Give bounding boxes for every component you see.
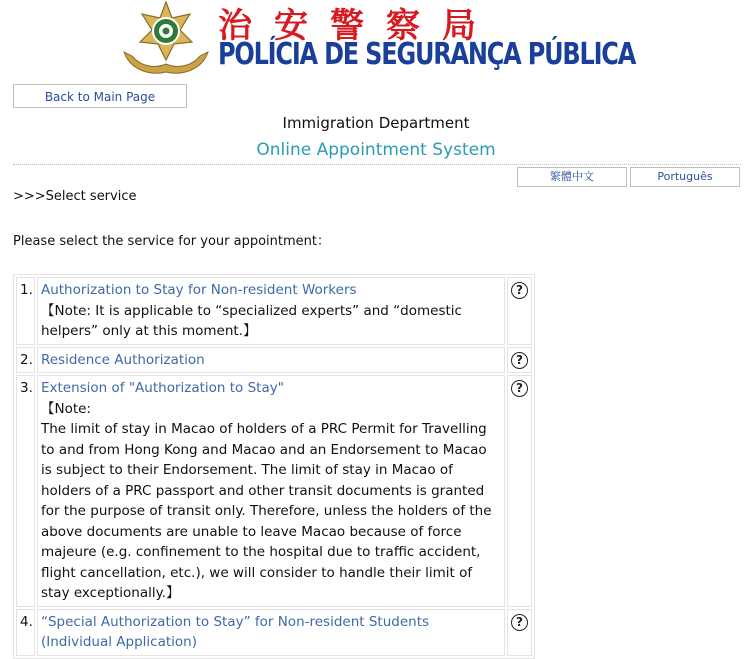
help-cell	[507, 347, 532, 374]
divider	[13, 164, 741, 165]
police-badge-icon	[120, 0, 212, 80]
help-icon[interactable]: ?	[511, 282, 528, 299]
help-icon[interactable]: ?	[511, 614, 528, 631]
service-number: 2.	[16, 347, 35, 374]
logo-portuguese-text: POLÍCIA DE SEGURANÇA PÚBLICA	[218, 37, 636, 72]
system-title: Online Appointment System	[256, 140, 496, 160]
site-header	[120, 0, 636, 80]
service-row	[16, 375, 532, 607]
service-note-head: 【Note:	[40, 400, 91, 417]
service-table	[13, 274, 535, 659]
help-cell	[507, 277, 532, 345]
language-portuguese-button[interactable]: Português	[630, 167, 740, 187]
service-number: 3.	[16, 375, 35, 607]
step-indicator: >>>Select service	[13, 189, 137, 204]
service-link-residence-authorization[interactable]: Residence Authorization	[40, 351, 205, 368]
back-to-main-button[interactable]: Back to Main Page	[13, 84, 187, 108]
service-number: 4.	[16, 609, 35, 656]
help-icon[interactable]: ?	[511, 380, 528, 397]
service-row	[16, 347, 532, 374]
service-note: 【Note: It is applicable to “specialized experts” and “domestic helpers” only at this moment.】	[40, 302, 462, 339]
service-number: 1.	[16, 277, 35, 345]
select-service-prompt: Please select the service for your appointment：	[13, 234, 330, 249]
help-cell	[507, 609, 532, 656]
service-link-extension-authorization[interactable]: Extension of "Authorization to Stay"	[40, 380, 284, 396]
language-chinese-button[interactable]: 繁體中文	[517, 167, 627, 187]
service-description	[37, 347, 505, 374]
service-note: The limit of stay in Macao of holders of a PRC Permit for Travelling to and from Hong Kong and Macao and an Endorsement to Macao is subject to their Endorsement. The limit of stay in Macao of holders of a PRC passport and other transit documents is granted for the purpose of transit only. Therefore, unless the holders of the above documents are unable to leave Macao because of force majeure (e.g. confinement to the hospital due to traffic accident, flight cancellation, etc.), we will consider to handle their limit of stay exceptionally.】	[40, 421, 492, 601]
service-description	[37, 277, 505, 345]
service-link-non-resident-workers[interactable]: Authorization to Stay for Non-resident Workers	[40, 282, 357, 298]
service-description	[37, 375, 505, 607]
logo-chinese-text: 治安警察局	[218, 6, 498, 46]
service-row	[16, 609, 532, 656]
service-link-special-authorization-students[interactable]: “Special Authorization to Stay” for Non-resident Students (Individual Application)	[40, 613, 430, 650]
service-row	[16, 277, 532, 345]
department-title: Immigration Department	[282, 114, 470, 132]
service-description	[37, 609, 505, 656]
help-icon[interactable]: ?	[511, 352, 528, 369]
help-cell	[507, 375, 532, 607]
